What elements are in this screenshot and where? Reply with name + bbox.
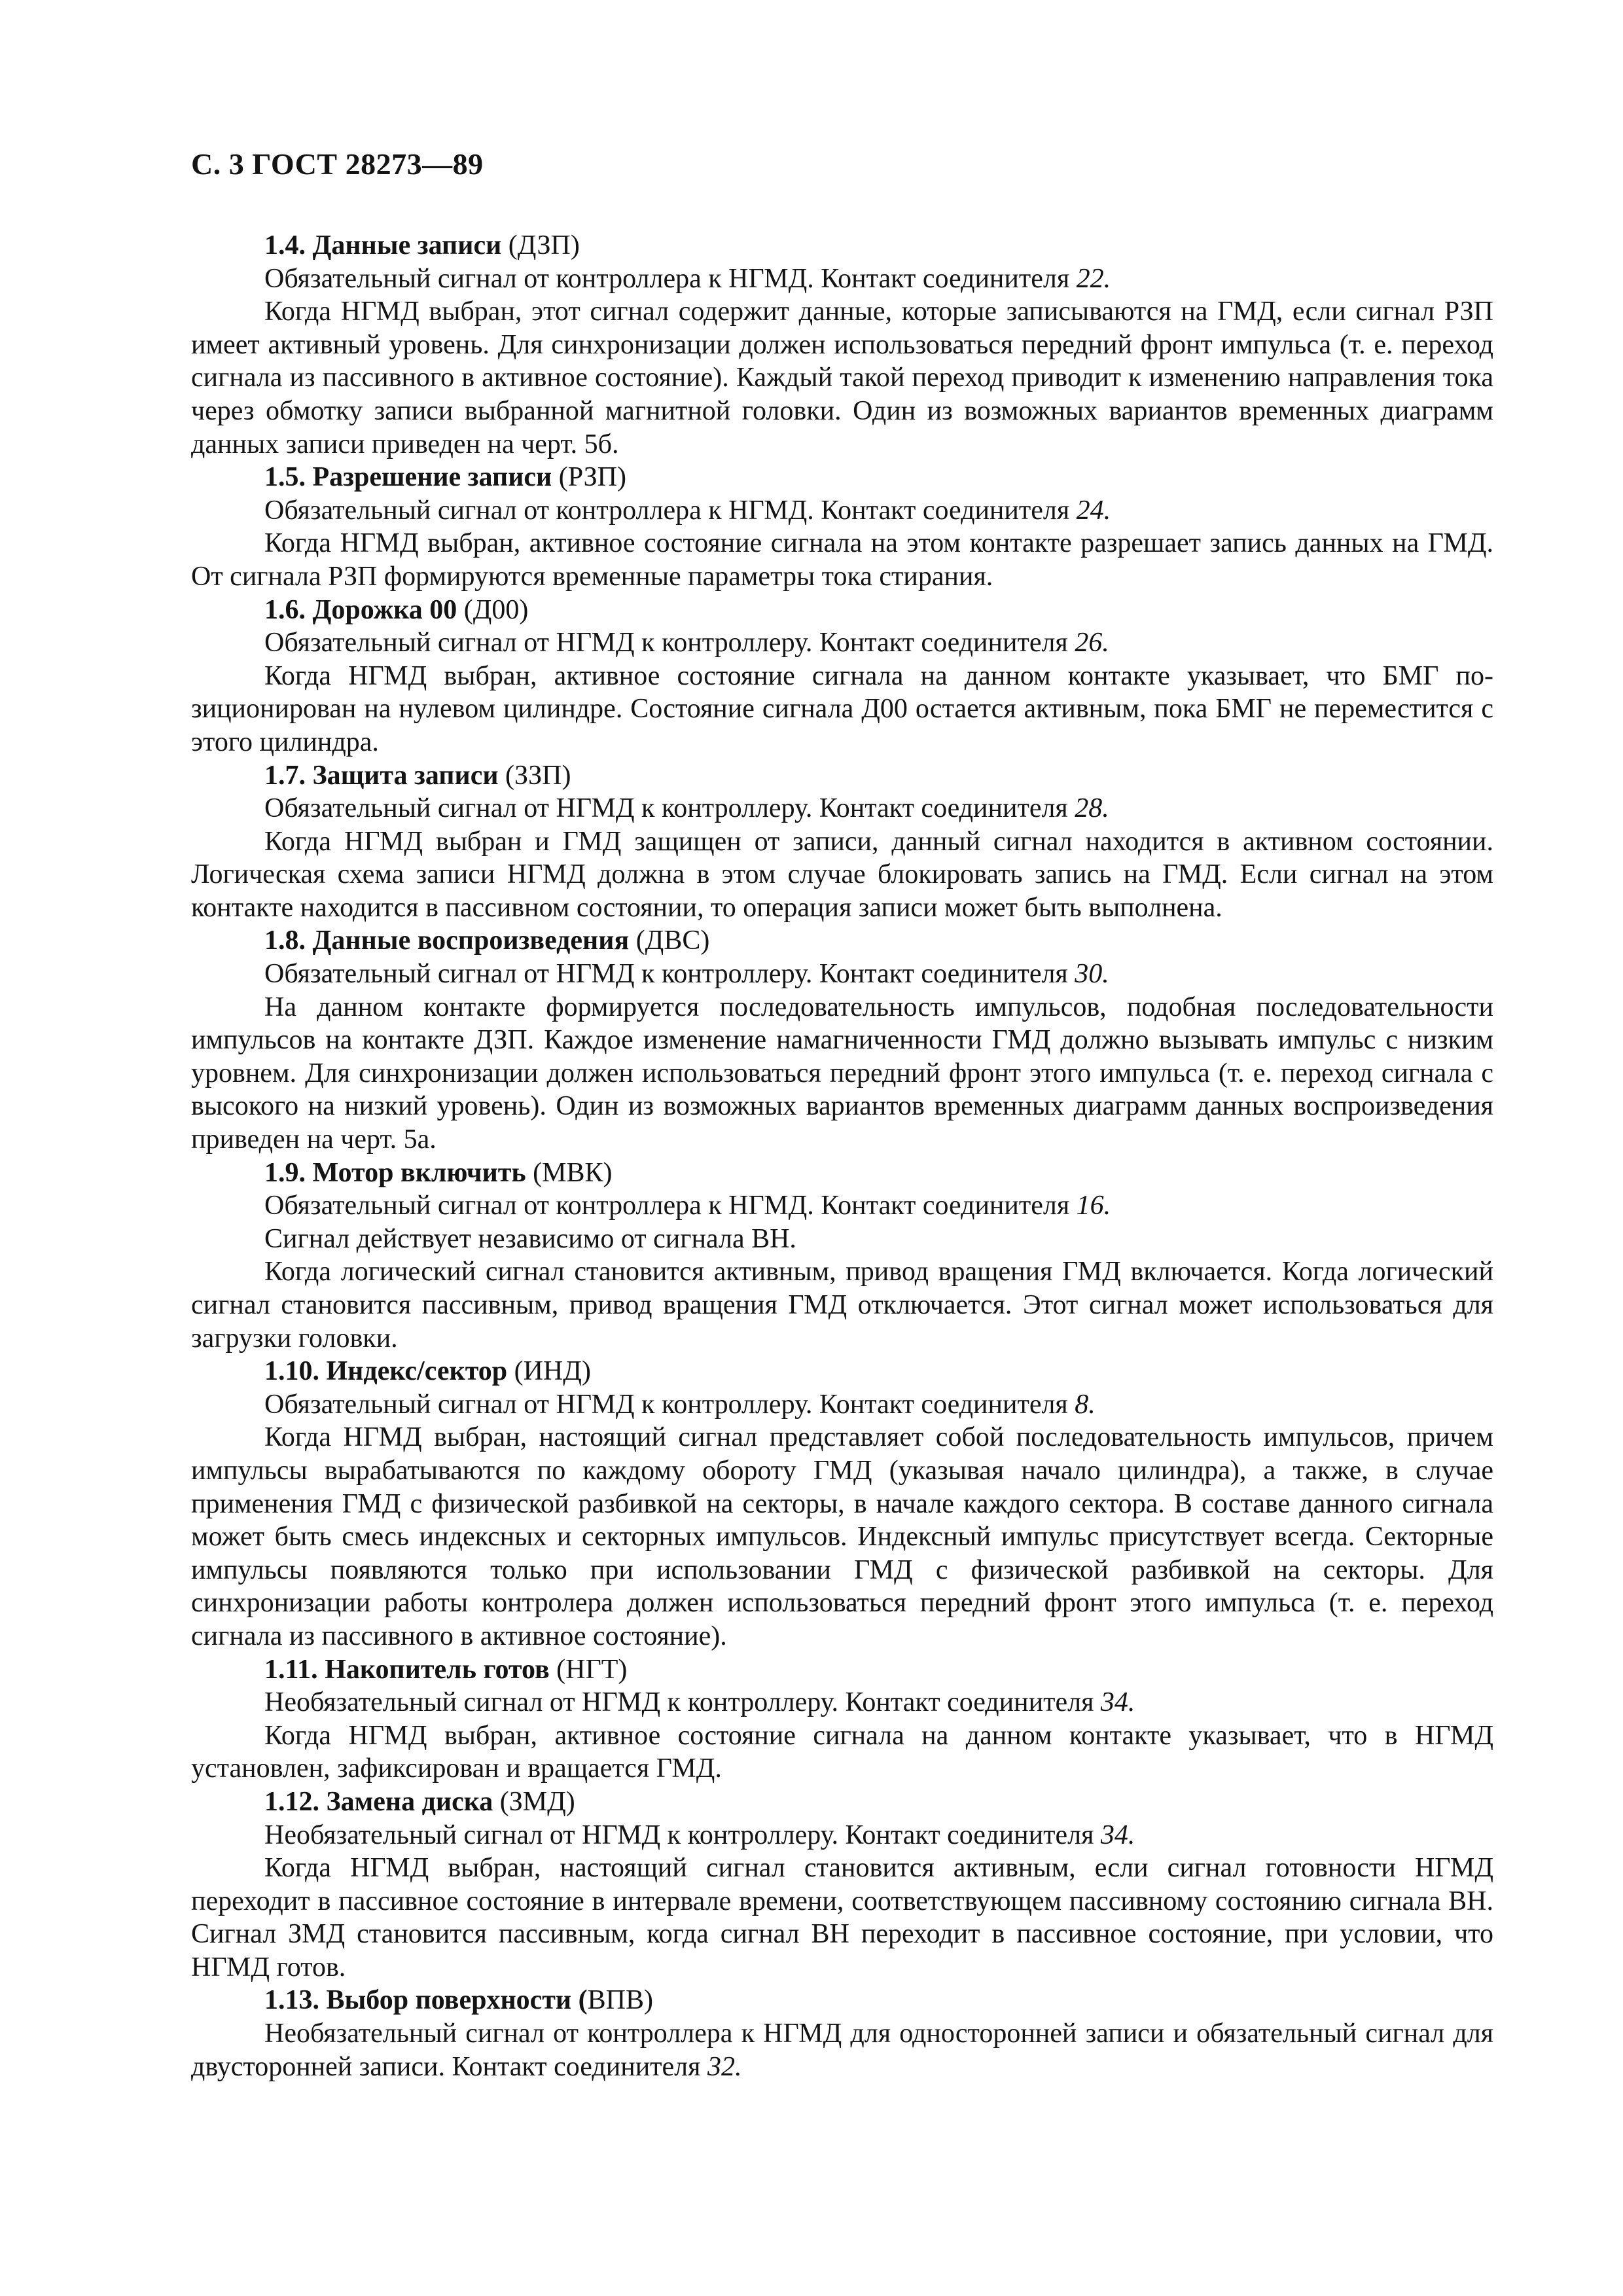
signal-abbreviation: (ЗМД): [499, 1786, 575, 1817]
section-heading: [191, 1653, 1493, 1687]
contact-number: 30.: [1075, 959, 1109, 990]
contact-number: 34.: [1100, 1820, 1135, 1850]
signal-status-text: Обязательный сигнал от контроллера к НГМД. Контакт соединителя: [264, 495, 1070, 526]
section-paragraph: Когда НГМД выбран и ГМД защищен от записи, данный сигнал находится в активном состоянии. Логическая схема записи НГМД должна в этом случае блокировать запись на ГМД. Если сигнал на этом контакте находится в пассивном состоянии, то операция записи может быть выполнена.: [191, 826, 1493, 923]
section-paragraph: Сигнал действует независимо от сигнала ВН.: [264, 1223, 796, 1254]
section-heading: [191, 461, 1493, 494]
section-paragraph: Когда логический сигнал становится активным, привод вращения ГМД включается. Когда логический сигнал становится пассивным, привод вращения ГМД отключается. Этот сигнал может использоваться для загрузки головки.: [191, 1257, 1493, 1354]
section-heading: [191, 924, 1493, 958]
section-title: Данные воспроизведения: [312, 925, 630, 956]
signal-abbreviation: ВПВ): [587, 1985, 653, 2016]
section-title: Индекс/сектор: [326, 1356, 508, 1387]
contact-number: 16.: [1076, 1191, 1111, 1221]
contact-number: 8.: [1075, 1389, 1096, 1420]
signal-abbreviation: (МВК): [533, 1157, 613, 1188]
signal-abbreviation: (РЗП): [558, 462, 626, 493]
page-body: [191, 229, 1493, 2083]
section-paragraph: Когда НГМД выбран, активное состояние сигнала на этом контакте разрешает запись данных на ГМД. От сигнала РЗП формируются временные параметры тока стирания.: [191, 528, 1493, 592]
contact-number: 22.: [1076, 263, 1111, 294]
section-number: 1.11.: [264, 1654, 318, 1685]
section-number: 1.9.: [264, 1157, 306, 1188]
signal-status-text: Обязательный сигнал от контроллера к НГМД. Контакт соединителя: [264, 1191, 1070, 1221]
signal-status-line: [191, 1686, 1493, 1719]
signal-status-line: [191, 958, 1493, 991]
signal-abbreviation: (Д00): [463, 594, 529, 625]
section-heading: [191, 594, 1493, 627]
signal-status-text: Необязательный сигнал от контроллера к НГМД для односторонней записи и обязательный сигнал для двусторонней записи. Контакт соединителя: [191, 2018, 1493, 2082]
section-paragraph: Когда НГМД выбран, активное состояние сигнала на данном контакте указывает, что БМГ позиционирован на нулевом цилиндре. Состояние сигнала Д00 остается активным, пока БМГ не переместится с этого цилиндра.: [191, 660, 1493, 757]
section-paragraph: Когда НГМД выбран, настоящий сигнал представляет собой последовательность импульсов, причем импульсы вырабатываются по каждому обороту ГМД (указывая начало цилиндра), а также, в случае применения ГМД с физической разбивкой на секторы, в начале каждого сектора. В составе данного сигнала может быть смесь индексных и секторных импульсов. Индексный импульс присутствует всегда. Секторные импульсы появляются только при использовании ГМД с физической разбивкой на секторы. Для синхронизации работы контролера должен использоваться передний фронт этого импульса (т. е. переход сигнала из пассивного в активное состояние).: [191, 1422, 1493, 1651]
section-number: 1.7.: [264, 760, 306, 791]
signal-status-text: Обязательный сигнал от контроллера к НГМД. Контакт соединителя: [264, 263, 1070, 294]
section-title: Накопитель готов: [325, 1654, 550, 1685]
section-title: Разрешение записи: [312, 462, 552, 493]
section-number: 1.8.: [264, 925, 306, 956]
section-number: 1.13.: [264, 1985, 319, 2016]
section-heading: [191, 1157, 1493, 1190]
signal-abbreviation: (ДВС): [635, 925, 710, 956]
signal-status-line: [191, 262, 1493, 296]
section-number: 1.4.: [264, 230, 306, 260]
section-paragraph: На данном контакте формируется последовательность импульсов, подобная последовательности импульсов на контакте ДЗП. Каждое изменение намагниченности ГМД должно вызывать импульс с низким уровнем. Для синхронизации должен использоваться передний фронт этого импульса (т. е. переход сигнала с высокого на низкий уровень). Один из возможных вариантов временных диаграмм данных воспроизведения приведен на черт. 5а.: [191, 992, 1493, 1155]
signal-status-line: [191, 1388, 1493, 1422]
contact-number: 32.: [707, 2051, 742, 2082]
contact-number: 28.: [1075, 793, 1109, 824]
section-title: Дорожка 00: [312, 594, 457, 625]
section-title: Мотор включить: [312, 1157, 526, 1188]
signal-status-line: [191, 1189, 1493, 1223]
section-number: 1.12.: [264, 1786, 319, 1817]
signal-status-text: Обязательный сигнал от НГМД к контроллеру. Контакт соединителя: [264, 959, 1068, 990]
section-heading: [191, 229, 1493, 262]
signal-status-text: Обязательный сигнал от НГМД к контроллеру. Контакт соединителя: [264, 793, 1068, 824]
section-title: Замена диска: [326, 1786, 493, 1817]
signal-status-text: Обязательный сигнал от НГМД к контроллеру. Контакт соединителя: [264, 628, 1068, 658]
section-title: Выбор поверхности (: [326, 1985, 588, 2016]
contact-number: 24.: [1076, 495, 1111, 526]
signal-abbreviation: (ЗЗП): [505, 760, 571, 791]
section-number: 1.5.: [264, 462, 306, 493]
signal-status-text: Необязательный сигнал от НГМД к контроллеру. Контакт соединителя: [264, 1687, 1094, 1718]
section-title: Данные записи: [312, 230, 502, 260]
section-heading: [191, 1355, 1493, 1388]
contact-number: 26.: [1075, 628, 1109, 658]
section-paragraph: Когда НГМД выбран, активное состояние сигнала на данном контакте указывает, что в НГМД установлен, зафиксирован и вращается ГМД.: [191, 1720, 1493, 1784]
section-number: 1.6.: [264, 594, 306, 625]
section-heading: [191, 1984, 1493, 2017]
section-title: Защита записи: [312, 760, 499, 791]
section-paragraph: Когда НГМД выбран, настоящий сигнал становится активным, если сигнал готовности НГМД переходит в пассивное состояние в интервале времени, соответствующем пассивному состоянию сигнала ВН. Сигнал ЗМД становится пассивным, когда сигнал ВН переходит в пассивное состояние, при условии, что НГМД готов.: [191, 1853, 1493, 1982]
signal-status-line: [191, 494, 1493, 528]
signal-abbreviation: (ДЗП): [508, 230, 580, 260]
signal-abbreviation: (НГТ): [556, 1654, 628, 1685]
signal-status-line: [191, 2017, 1493, 2083]
signal-status-line: [191, 792, 1493, 825]
signal-status-text: Обязательный сигнал от НГМД к контроллеру. Контакт соединителя: [264, 1389, 1068, 1420]
signal-status-line: [191, 1819, 1493, 1852]
signal-abbreviation: (ИНД): [514, 1356, 591, 1387]
section-heading: [191, 1785, 1493, 1819]
section-number: 1.10.: [264, 1356, 319, 1387]
contact-number: 34.: [1100, 1687, 1135, 1718]
section-paragraph: Когда НГМД выбран, этот сигнал содержит данные, которые записываются на ГМД, если сигнал РЗП имеет активный уровень. Для синхронизации должен использоваться передний фронт импульса (т. е. переход сигнала из пассивного в активное состояние). Каждый такой переход приводит к изменению направления тока через обмотку записи выбранной магнитной головки. Один из возможных вариантов временных диаграмм данных записи приведен на черт. 5б.: [191, 296, 1493, 459]
section-heading: [191, 759, 1493, 793]
page-header: С. 3 ГОСТ 28273—89: [191, 147, 484, 181]
signal-status-line: [191, 626, 1493, 660]
signal-status-text: Необязательный сигнал от НГМД к контроллеру. Контакт соединителя: [264, 1820, 1094, 1850]
